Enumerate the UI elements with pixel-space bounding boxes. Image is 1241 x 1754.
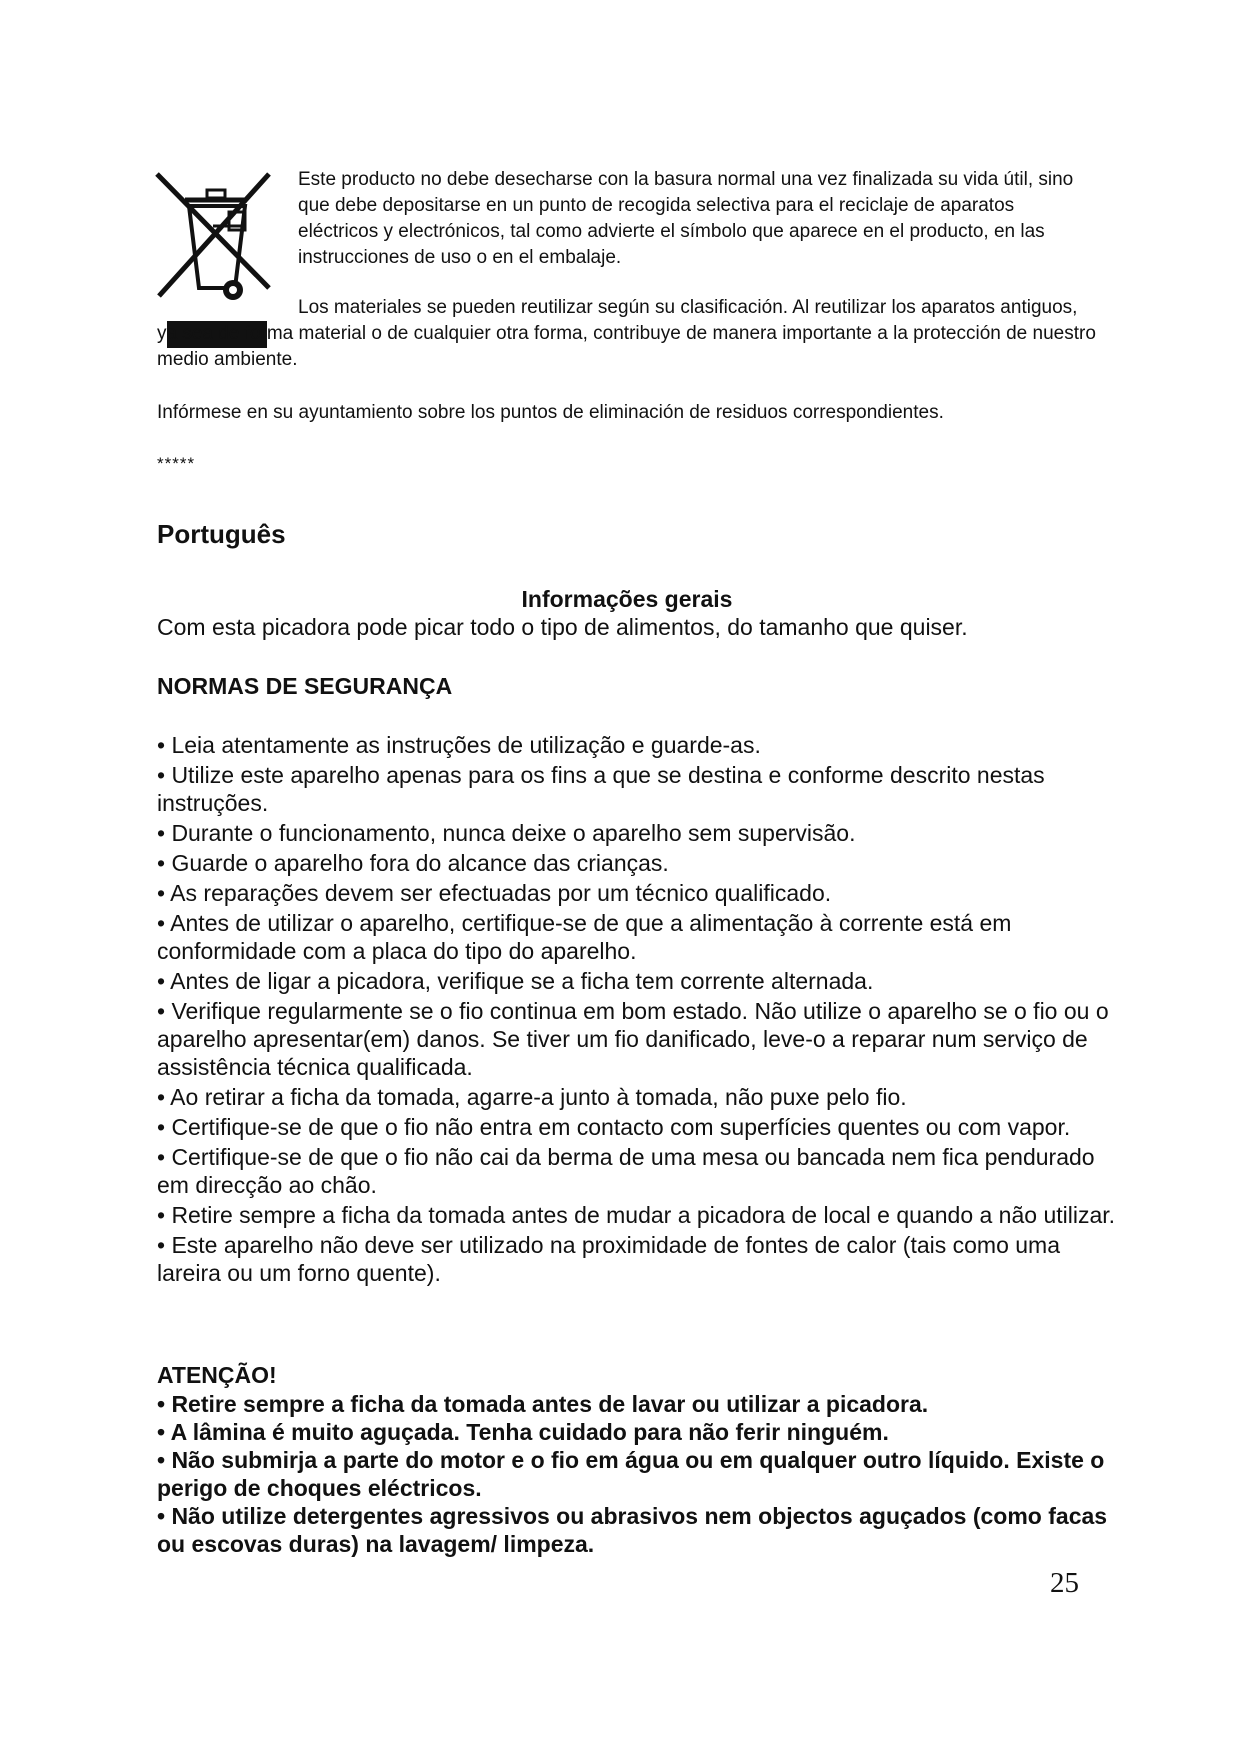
list-item: • Não utilize detergentes agressivos ou abrasivos nem objectos aguçados (como facas ou escovas duras) na lavagem/ limpeza.	[157, 1503, 1108, 1557]
list-item: • Não submirja a parte do motor e o fio em água ou em qualquer outro líquido. Existe o perigo de choques eléctricos.	[157, 1447, 1105, 1501]
list-item: • Durante o funcionamento, nunca deixe o aparelho sem supervisão.	[157, 820, 856, 846]
list-item: • Verifique regularmente se o fio continua em bom estado. Não utilize o aparelho se o fio ou o aparelho apresentar(em) danos. Se tiver um fio danificado, leve-o a reparar num serviço de assistência técnica qualificada.	[157, 998, 1109, 1080]
list-item: • Utilize este aparelho apenas para os fins a que se destina e conforme descrito nestas instruções.	[157, 762, 1045, 816]
list-item: • Certifique-se de que o fio não entra em contacto com superfícies quentes ou com vapor.	[157, 1114, 1071, 1140]
list-item: • Retire sempre a ficha da tomada antes de mudar a picadora de local e quando a não utilizar.	[157, 1202, 1116, 1228]
list-item: • A lâmina é muito aguçada. Tenha cuidado para não ferir ninguém.	[157, 1419, 889, 1445]
list-item: • Ao retirar a ficha da tomada, agarre-a junto à tomada, não puxe pelo fio.	[157, 1084, 907, 1110]
list-item: • Certifique-se de que o fio não cai da berma de uma mesa ou bancada nem fica pendurado em direcção ao chão.	[157, 1144, 1095, 1198]
list-item: • Antes de ligar a picadora, verifique se a ficha tem corrente alternada.	[157, 968, 874, 994]
attention-list	[157, 1390, 1117, 1558]
page-number: 25	[1050, 1567, 1079, 1599]
list-item: • Antes de utilizar o aparelho, certifique-se de que a alimentação à corrente está em conformidade com a placa do tipo do aparelho.	[157, 910, 1012, 964]
language-heading: Português	[157, 519, 286, 549]
list-item: • Retire sempre a ficha da tomada antes de lavar ou utilizar a picadora.	[157, 1391, 929, 1417]
general-info-title: Informações gerais	[521, 586, 733, 612]
list-item: • Guarde o aparelho fora do alcance das crianças.	[157, 850, 669, 876]
list-item: • Este aparelho não deve ser utilizado na proximidade de fontes de calor (tais como uma lareira ou um forno quente).	[157, 1232, 1061, 1286]
attention-title: ATENÇÃO!	[157, 1362, 277, 1388]
general-info-text: Com esta picadora pode picar todo o tipo de alimentos, do tamanho que quiser.	[157, 614, 968, 640]
list-item: • As reparações devem ser efectuadas por um técnico qualificado.	[157, 880, 832, 906]
section-separator: *****	[157, 454, 196, 473]
weee-paragraph-2: Los materiales se pueden reutilizar según su clasificación. Al reutilizar los aparatos antiguos, ya sea de forma material o de cualquier otra forma, contribuye de manera importante a la protección de nuestro medio ambiente.	[157, 297, 1096, 370]
list-item: • Leia atentamente as instruções de utilização e guarde-as.	[157, 732, 761, 758]
safety-title: NORMAS DE SEGURANÇA	[157, 673, 453, 699]
weee-info: Infórmese en su ayuntamiento sobre los puntos de eliminación de residuos correspondientes.	[157, 402, 944, 423]
safety-rules-list	[157, 731, 1117, 1289]
weee-paragraph-1: Este producto no debe desecharse con la basura normal una vez finalizada su vida útil, sino que debe depositarse en un punto de recogida selectiva para el reciclaje de aparatos eléctricos y electrónicos, tal como advierte el símbolo que aparece en el producto, en las instrucciones de uso o en el embalaje.	[298, 169, 1074, 268]
